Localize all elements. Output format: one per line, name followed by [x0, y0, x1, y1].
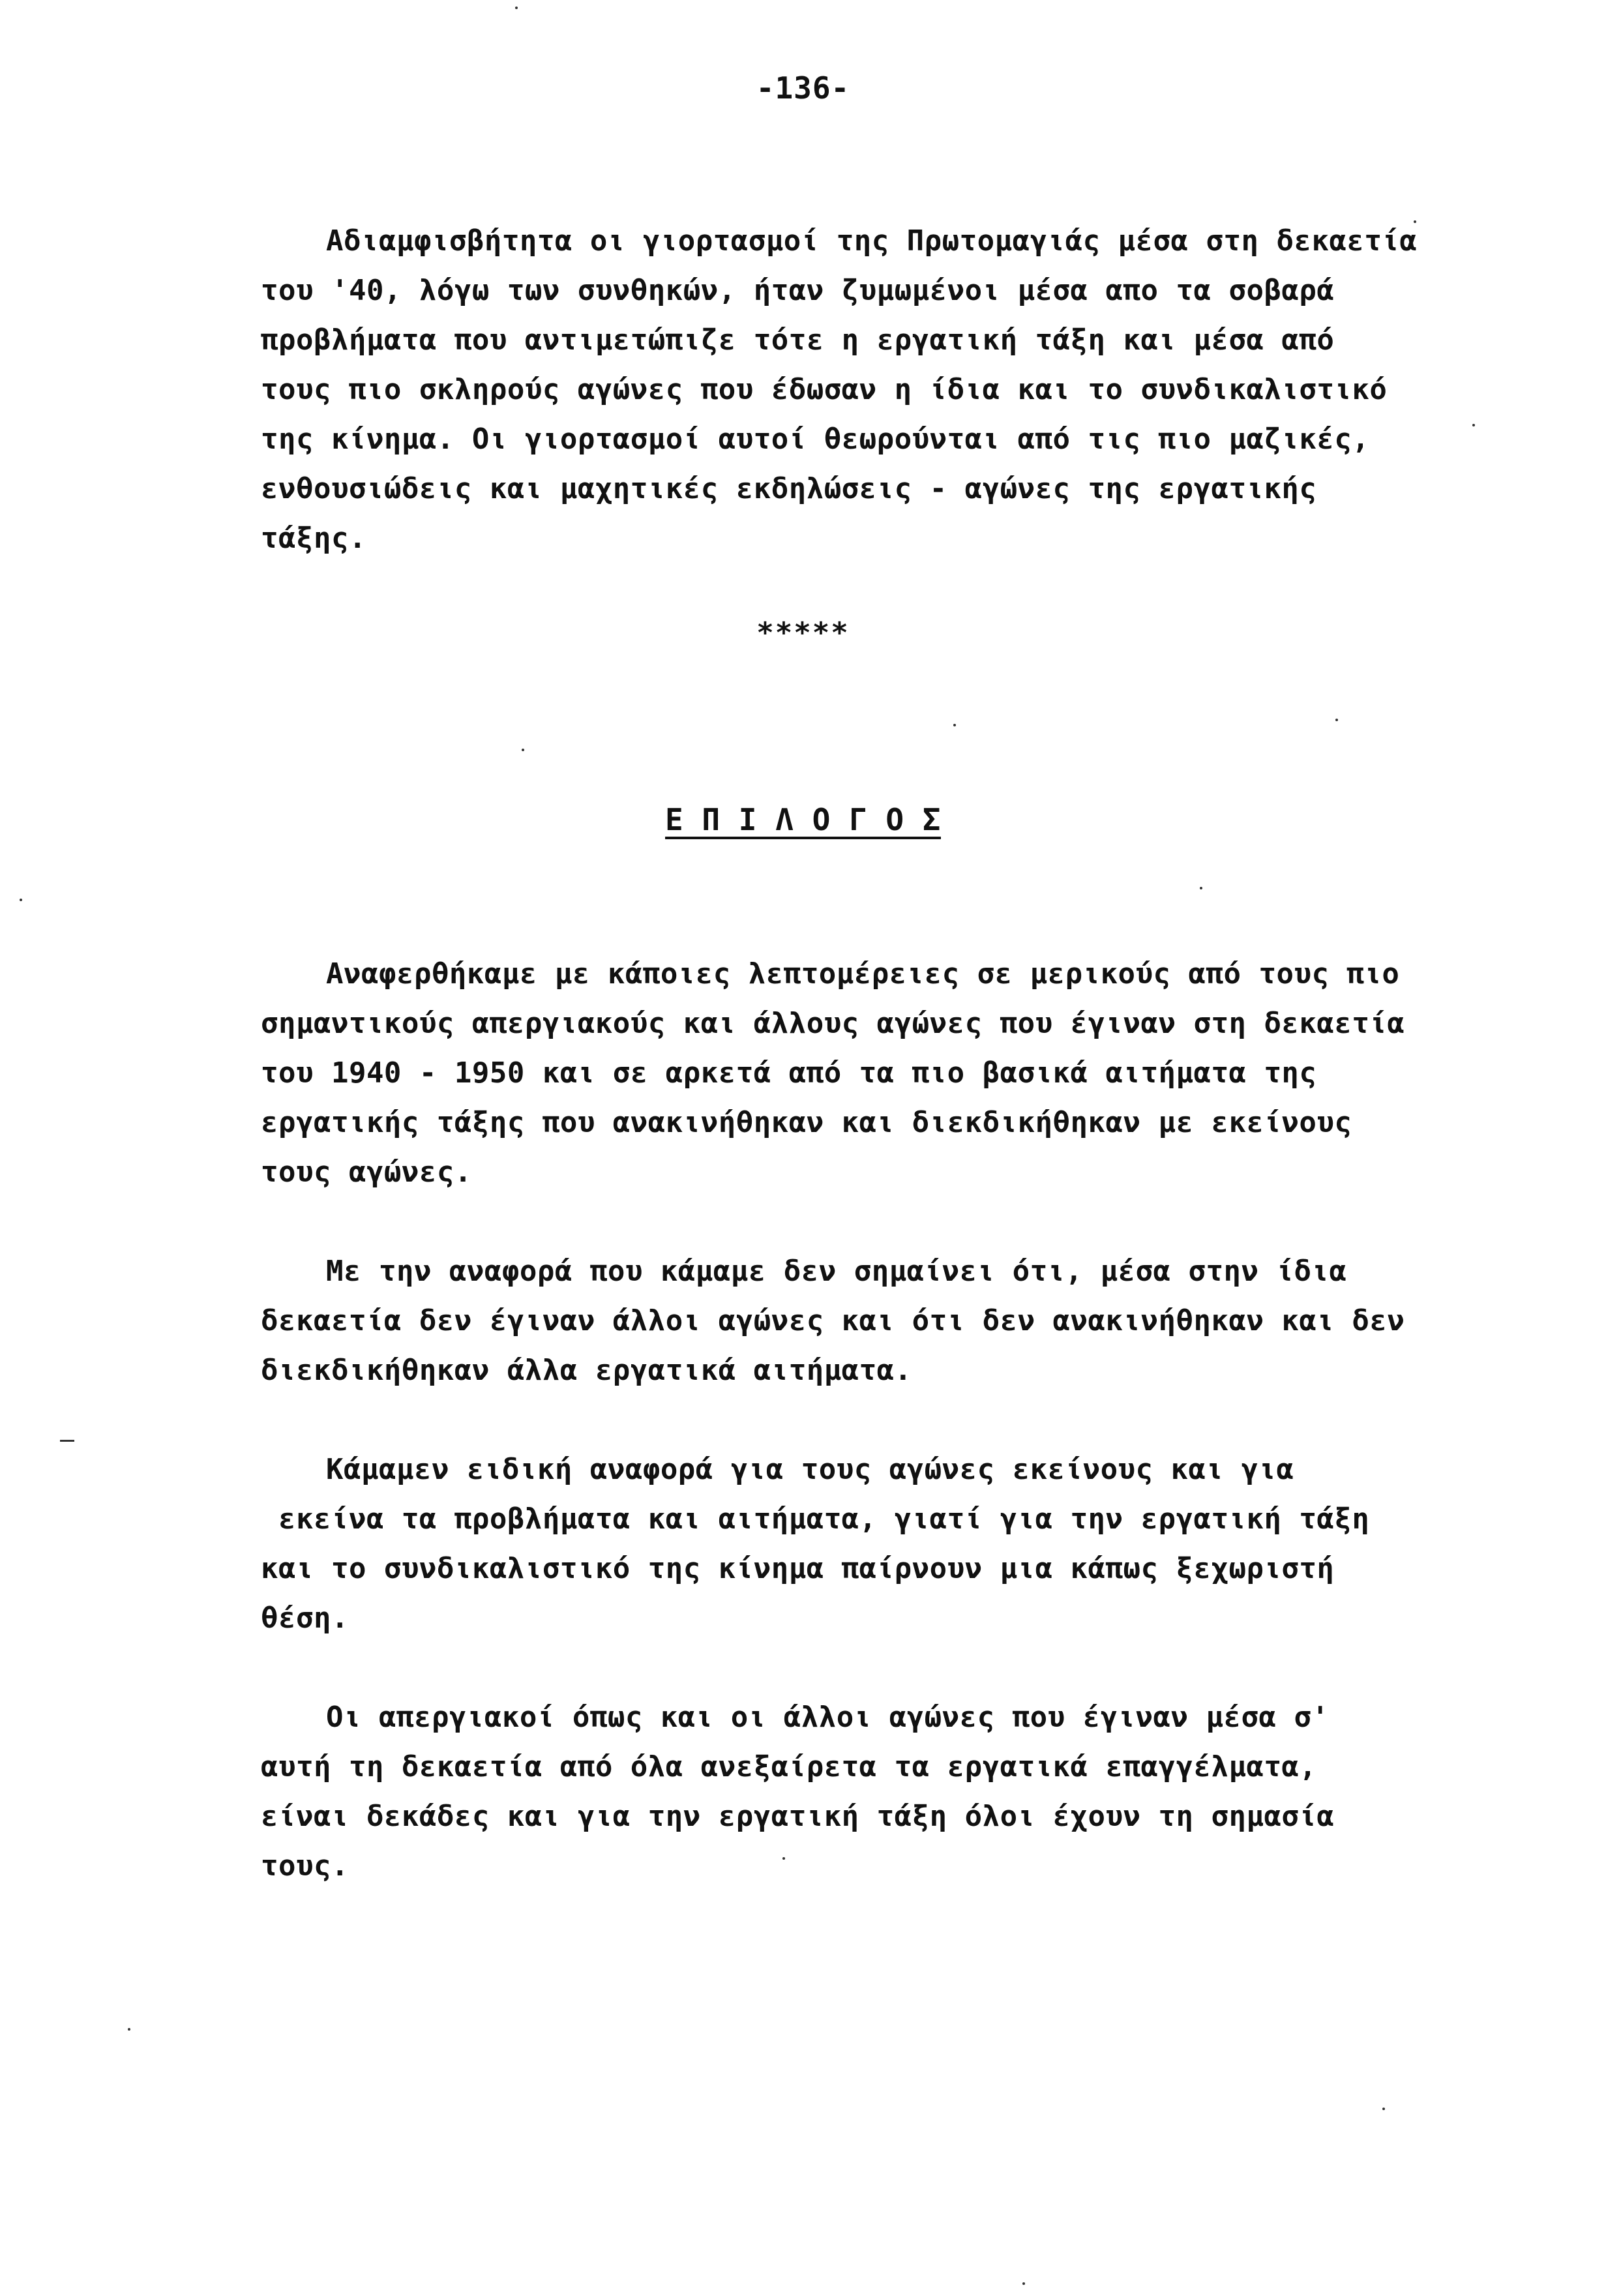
scan-mark: [60, 1440, 74, 1442]
scan-speck: [1414, 220, 1416, 223]
paragraph-2-line: σημαντικούς απεργιακούς και άλλους αγώνες που έγιναν στη δεκαετία: [261, 1007, 1405, 1040]
scan-speck: [1335, 719, 1338, 721]
scan-speck: [20, 899, 22, 901]
paragraph-4-line: εκείνα τα προβλήματα και αιτήματα, γιατί για την εργατική τάξη: [261, 1502, 1370, 1536]
paragraph-4-line: Κάμαμεν ειδική αναφορά για τους αγώνες εκείνους και για: [326, 1453, 1294, 1486]
paragraph-1-line: προβλήματα που αντιμετώπιζε τότε η εργατική τάξη και μέσα από: [261, 323, 1335, 357]
paragraph-5-line: αυτή τη δεκαετία από όλα ανεξαίρετα τα εργατικά επαγγέλματα,: [261, 1750, 1317, 1783]
paragraph-1-line: του '40, λόγω των συνθηκών, ήταν ζυμωμένοι μέσα απο τα σοβαρά: [261, 274, 1335, 307]
scan-speck: [1200, 887, 1202, 889]
scan-speck: [522, 749, 524, 751]
page-number: -136-: [756, 70, 850, 106]
section-heading-text: Ε Π Ι Λ Ο Γ Ο Σ: [665, 802, 941, 837]
paragraph-1-line: της κίνημα. Οι γιορτασμοί αυτοί θεωρούνται από τις πιο μαζικές,: [261, 423, 1370, 456]
scan-speck: [1382, 2108, 1385, 2110]
scan-speck: [953, 724, 956, 726]
paragraph-2-line: εργατικής τάξης που ανακινήθηκαν και διεκδικήθηκαν με εκείνους: [261, 1106, 1352, 1139]
scan-speck: [128, 2028, 130, 2031]
paragraph-2-line: τους αγώνες.: [261, 1155, 472, 1189]
paragraph-2-line: του 1940 - 1950 και σε αρκετά από τα πιο βασικά αιτήματα της: [261, 1056, 1317, 1090]
paragraph-5-line: είναι δεκάδες και για την εργατική τάξη όλοι έχουν τη σημασία: [261, 1800, 1335, 1833]
paragraph-4-line: και το συνδικαλιστικό της κίνημα παίρνουν μια κάπως ξεχωριστή: [261, 1552, 1335, 1585]
scan-speck: [782, 1857, 785, 1860]
paragraph-4-line: θέση.: [261, 1602, 349, 1635]
paragraph-1-line: τάξης.: [261, 522, 366, 555]
section-heading: [0, 802, 1606, 837]
scan-speck: [1472, 424, 1475, 426]
paragraph-3-line: δεκαετία δεν έγιναν άλλοι αγώνες και ότι δεν ανακινήθηκαν και δεν: [261, 1304, 1405, 1337]
paragraph-1-line: ενθουσιώδεις και μαχητικές εκδηλώσεις - αγώνες της εργατικής: [261, 472, 1317, 505]
paragraph-3-line: διεκδικήθηκαν άλλα εργατικά αιτήματα.: [261, 1354, 912, 1387]
scan-speck: [1022, 2282, 1025, 2285]
paragraph-5-line: τους.: [261, 1849, 349, 1883]
paragraph-3-line: Με την αναφορά που κάμαμε δεν σημαίνει ότι, μέσα στην ίδια: [326, 1255, 1347, 1288]
scan-speck: [515, 7, 518, 9]
paragraph-1-line: τους πιο σκληρούς αγώνες που έδωσαν η ίδια και το συνδικαλιστικό: [261, 373, 1388, 406]
section-separator: *****: [756, 616, 850, 649]
paragraph-5-line: Οι απεργιακοί όπως και οι άλλοι αγώνες που έγιναν μέσα σ': [326, 1701, 1330, 1734]
paragraph-1-line: Αδιαμφισβήτητα οι γιορτασμοί της Πρωτομαγιάς μέσα στη δεκαετία: [326, 224, 1418, 258]
paragraph-2-line: Αναφερθήκαμε με κάποιες λεπτομέρειες σε μερικούς από τους πιο: [326, 957, 1400, 991]
